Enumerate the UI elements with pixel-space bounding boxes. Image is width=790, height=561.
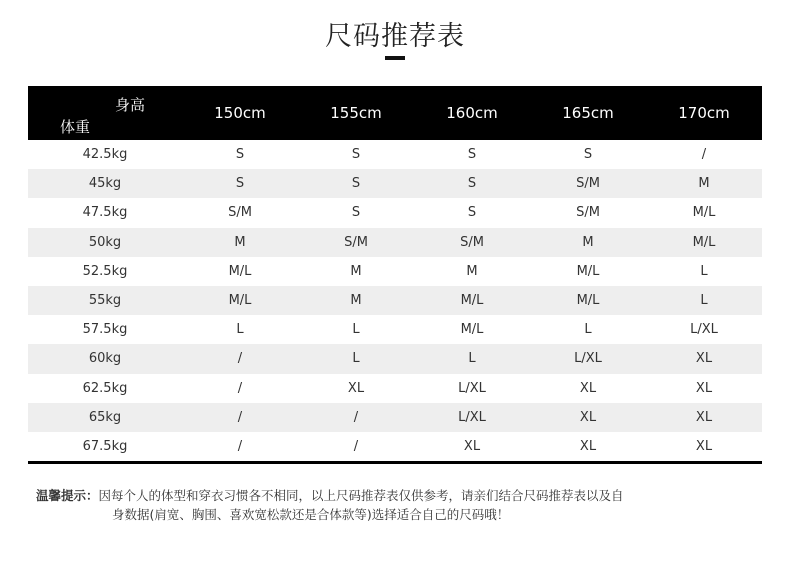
weight-cell: 62.5kg — [82, 380, 128, 396]
table-row — [28, 432, 762, 461]
size-cell: XL — [463, 438, 481, 454]
size-cell: L/XL — [458, 380, 486, 396]
weight-cell: 45kg — [88, 176, 122, 192]
table-row — [28, 315, 762, 344]
size-cell: S — [235, 176, 245, 192]
header-corner — [28, 86, 182, 140]
size-cell: / — [237, 380, 243, 396]
size-cell: S — [467, 176, 477, 192]
size-cell: M/L — [576, 293, 600, 309]
size-cell: S — [351, 147, 361, 163]
size-cell: XL — [579, 438, 597, 454]
size-cell: S/M — [344, 234, 368, 250]
size-cell: / — [237, 438, 243, 454]
size-cell: L — [700, 263, 708, 279]
weight-cell: 55kg — [88, 293, 122, 309]
weight-cell: 47.5kg — [82, 205, 128, 221]
page-title: 尺码推荐表 — [325, 21, 465, 52]
size-cell: / — [237, 409, 243, 425]
column-header: 160cm — [446, 104, 498, 122]
table-row — [28, 344, 762, 373]
size-cell: M — [466, 263, 478, 279]
size-cell: M/L — [460, 322, 484, 338]
size-cell: M — [350, 293, 362, 309]
size-cell: XL — [695, 380, 713, 396]
size-cell: M/L — [692, 205, 716, 221]
height-label: 身高 — [115, 96, 146, 114]
weight-cell: 42.5kg — [82, 147, 128, 163]
column-header: 170cm — [678, 104, 730, 122]
size-cell: M — [234, 234, 246, 250]
size-cell: L/XL — [458, 409, 486, 425]
size-cell: L — [352, 322, 360, 338]
size-cell: S — [351, 205, 361, 221]
size-cell: M/L — [228, 263, 252, 279]
table-row — [28, 257, 762, 286]
size-cell: L — [352, 351, 360, 367]
size-cell: S — [467, 205, 477, 221]
size-cell: L/XL — [574, 351, 602, 367]
table-body — [28, 140, 762, 461]
size-cell: L — [700, 293, 708, 309]
size-cell: S — [583, 147, 593, 163]
size-cell: S — [235, 147, 245, 163]
size-cell: L/XL — [690, 322, 718, 338]
table-header — [28, 86, 762, 140]
size-cell: / — [353, 438, 359, 454]
size-cell: M/L — [692, 234, 716, 250]
tip-line-1: 因每个人的体型和穿衣习惯各不相同，以上尺码推荐表仅供参考，请亲们结合尺码推荐表以及自 — [98, 488, 624, 503]
tip-label: 温馨提示： — [36, 488, 99, 503]
weight-cell: 60kg — [88, 351, 122, 367]
size-cell: / — [701, 147, 707, 163]
size-cell: S/M — [460, 234, 484, 250]
table-row — [28, 286, 762, 315]
size-cell: S/M — [228, 205, 252, 221]
size-cell: S — [351, 176, 361, 192]
tip-line-2: 身数据(肩宽、胸围、喜欢宽松款还是合体款等)选择适合自己的尺码哦！ — [112, 507, 510, 522]
weight-cell: 50kg — [88, 234, 122, 250]
size-cell: L — [236, 322, 244, 338]
weight-label: 体重 — [60, 118, 91, 136]
weight-cell: 52.5kg — [82, 263, 128, 279]
size-cell: S/M — [576, 176, 600, 192]
table-row — [28, 403, 762, 432]
size-cell: XL — [579, 409, 597, 425]
table-row — [28, 140, 762, 169]
size-cell: XL — [579, 380, 597, 396]
size-cell: / — [237, 351, 243, 367]
column-header: 165cm — [562, 104, 614, 122]
size-cell: M — [582, 234, 594, 250]
weight-cell: 65kg — [88, 409, 122, 425]
column-header: 150cm — [214, 104, 266, 122]
size-cell: S/M — [576, 205, 600, 221]
table-row — [28, 169, 762, 198]
size-cell: S — [467, 147, 477, 163]
size-cell: L — [584, 322, 592, 338]
size-cell: XL — [695, 351, 713, 367]
title-underline — [385, 56, 405, 60]
size-cell: M/L — [228, 293, 252, 309]
size-cell: XL — [695, 409, 713, 425]
size-cell: / — [353, 409, 359, 425]
table-row — [28, 198, 762, 227]
weight-cell: 57.5kg — [82, 322, 128, 338]
size-chart-table — [28, 86, 762, 464]
size-cell: XL — [695, 438, 713, 454]
size-cell: XL — [347, 380, 365, 396]
size-cell: M — [350, 263, 362, 279]
size-cell: M/L — [460, 293, 484, 309]
table-row — [28, 374, 762, 403]
size-cell: L — [468, 351, 476, 367]
table-bottom-border — [28, 461, 762, 464]
size-cell: M — [698, 176, 710, 192]
table-row — [28, 228, 762, 257]
tip-text — [36, 486, 766, 524]
size-cell: M/L — [576, 263, 600, 279]
column-header: 155cm — [330, 104, 382, 122]
weight-cell: 67.5kg — [82, 438, 128, 454]
